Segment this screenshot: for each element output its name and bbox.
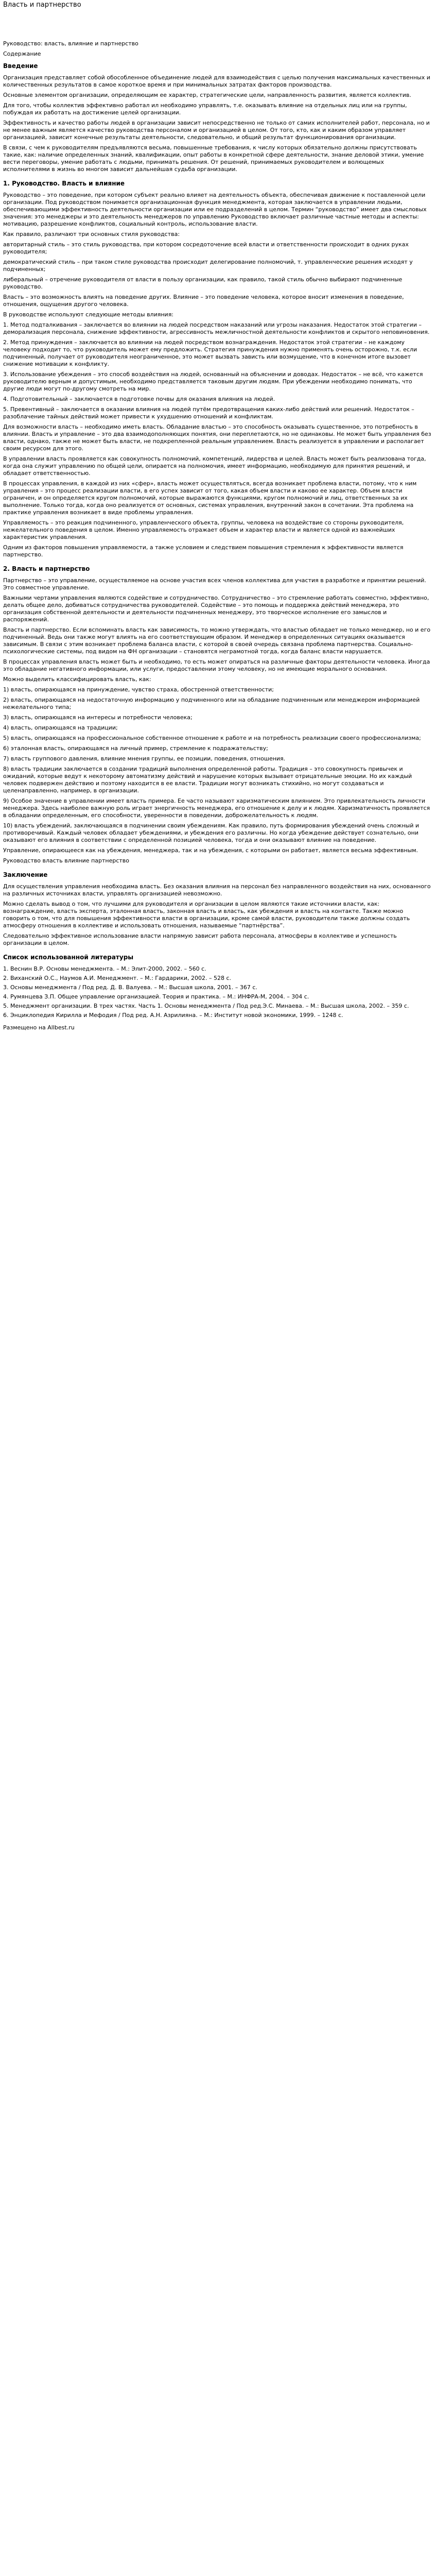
section2-paragraph: Управление, опирающееся как на убеждения, менеджера, так и на убеждения, с которыми он работает, является весьма эффективным. [3, 847, 418, 854]
conclusion-body [3, 883, 432, 947]
subtitle-line: Руководство: власть, влияние и партнерство [3, 40, 138, 47]
document-page [0, 0, 436, 1038]
conclusion-paragraph: Следовательно эффективное использование власти напрямую зависит работа персонала, атмосферы в коллективе и успешность организации в целом. [3, 933, 397, 946]
conclusion-heading: Заключение [3, 871, 48, 878]
section1-paragraph: авторитарный стиль – это стиль руководства, при котором сосредоточение всей власти и ответственности происходит в одних руках руководителя; [3, 241, 409, 255]
reference-item: 6. Энциклопедия Кирилла и Мефодия / Под ред. А.Н. Азрилияна. – М.: Институт новой экономики, 1999. – 1248 с. [3, 1012, 343, 1019]
section2-paragraph: 9) Особое значение в управлении имеет власть примера. Ее часто называют харизматическим влиянием. Это привлекательность личности менеджера. Здесь наиболее важную роль играет энергичность менеджера, его отношение к делу и к людям. Харизматичность проявляется в обладании определенным, его способности, уверенности в поведении, доброжелательность к людям. [3, 798, 430, 819]
conclusion-paragraph: Для осуществления управления необходима власть. Без оказания влияния на персонал без направленного воздействия на них, основанного на различных источниках власти, управлять организацией невозможно. [3, 883, 431, 897]
section1-body [3, 192, 432, 558]
section1-heading: 1. Руководство. Власть и влияние [3, 180, 125, 187]
section1-paragraph: 5. Превентивный – заключается в оказании влияния на людей путём предотвращения каких-либо действий или решений. Недостаток – разоблачение тайных действий может привести к ухудшению отношений и конфликтам. [3, 406, 414, 420]
section1-paragraph: 3. Использование убеждения – это способ воздействия на людей, основанный на объяснении и доводах. Недостаток – не всё, что кажется руководителю верным и допустимым, необходимо представляется таковым другим людям. При убеждении необходимо понимать, что другие люди могут по-другому смотреть на мир. [3, 371, 423, 392]
section1-paragraph: либеральный – отречение руководителя от власти в пользу организации, как правило, такой стиль обычно выбирают подчиненные руководство. [3, 276, 403, 290]
section2-paragraph: В процессах управления власть может быть и необходимо, то есть может опираться на различные факторы деятельности человека. Иногда это обладание негативного информации, или услуги, предоставлении этому человеку, но не имеющие морального основания. [3, 658, 430, 672]
contents-label: Содержание [3, 50, 41, 57]
intro-paragraph: Для того, чтобы коллектив эффективно работал ил необходимо управлять, т.е. оказывать влияние на отдельных лиц или на группы, побуждая их работать на достижение целей организации. [3, 102, 407, 116]
section2-paragraph: 1) власть, опирающаяся на принуждение, чувство страха, обостренной ответственности; [3, 686, 274, 693]
reference-item: 2. Виханский О.С., Наумов А.И. Менеджмент. – М.: Гардарики, 2002. – 528 с. [3, 975, 232, 981]
footer-note: Размещено на Allbest.ru [3, 1024, 75, 1031]
section1-paragraph: В руководстве используют следующие методы влияния: [3, 311, 174, 318]
section2-paragraph: 4) власть, опирающаяся на традиции; [3, 724, 118, 731]
section2-heading: 2. Власть и партнерство [3, 565, 90, 572]
section2-paragraph: Партнерство – это управление, осуществляемое на основе участия всех членов коллектива для участия в разработке и принятии решений. Это совместное управление. [3, 577, 426, 591]
section2-paragraph: 8) власть традиции заключается в создании традиций выполнения определенной работы. Традиция – это совокупность привычек и ожиданий, которые ведут к некоторому автоматизму действий и нарушение которых вызывает отрицательные эмоции. Но их каждый человек подвержен действию и поэтому находится в ее власти. Традиции могут возникать стихийно, но могут создаваться и целенаправленно, например, в организации. [3, 766, 412, 794]
section1-paragraph: Для возможности власть – необходимо иметь власть. Обладание властью – это способность оказывать существенное, это потребность в влиянии. Власть и управление – это два взаимодополняющих понятия, они переплетаются, но не одинаковы. Не может быть управления без власти, однако, также не может быть власти, не подкрепленной реальным управлением. Власть реализуется в управлении и располагает своим ресурсом для этого. [3, 423, 431, 452]
intro-paragraph: Организация представляет собой обособленное объединение людей для взаимодействия с целью получения максимальных качественных и количественных результатов в самое короткое время и при минимальных затратах факторов производства. [3, 74, 430, 88]
section1-paragraph: 1. Метод подталкивания – заключается во влиянии на людей посредством наказаний или угрозы наказания. Недостаток этой стратегии – деморализация персонала, снижение эффективности, агрессивность межличностной деятельности конфликтов и скрытого неповиновения. [3, 321, 430, 335]
intro-paragraph: Эффективность и качество работы людей в организации зависит непосредственно не только от самих исполнителей работ, персонала, но и не менее важным является качество руководства персоналом и организацией в целом. От того, кто, как и каким образом управляет организацией, зависит конечные результаты деятельности, следовательно, и общий результат функционирования организации. [3, 120, 430, 141]
document-title: Власть и партнерство [3, 1, 81, 9]
section2-paragraph: 5) власть, опирающаяся на профессиональное собственное отношение к работе и на потребность реализации своего профессионализма; [3, 735, 421, 741]
reference-item: 3. Основы менеджмента / Под ред. Д. В. Валуева. – М.: Высшая школа, 2001. – 367 с. [3, 984, 257, 991]
section2-paragraph: Важными чертами управления являются содействие и сотрудничество. Сотрудничество – это стремление работать совместно, эффективно, делать общее дело, добиваться сотрудничества руководителей. Содействие – это помощь и поддержка действий менеджера, это организация собственной деятельности и деятельности подчиненных менеджеру, это творческое исполнение его замыслов и распоряжений. [3, 595, 429, 623]
section2-paragraph: Руководство власть влияние партнерство [3, 857, 130, 864]
section1-paragraph: демократический стиль – при таком стиле руководства происходит делегирование полномочий, т. управленческие решения исходят у подчиненных; [3, 259, 413, 273]
section2-paragraph: 2) власть, опирающаяся на недостаточную информацию у подчиненного или на обладание подчиненным или менеджером информацией нежелательного типа; [3, 697, 420, 710]
reference-item: 5. Менеджмент организации. В трех частях. Часть 1. Основы менеджмента / Под ред.Э.С. Минаева. – М.: Высшая школа, 2002. – 359 с. [3, 1003, 409, 1009]
section2-paragraph: 3) власть, опирающаяся на интересы и потребности человека; [3, 714, 193, 721]
intro-paragraph: В связи, с чем к руководителям предъявляются весьма, повышенные требования, к числу которых обязательно должны присутствовать такие, как: наличие определенных знаний, квалификации, опыт работы в конкретной сфере деятельности, знание деловой этики, умение вести переговоры, умение работать с людьми, принимать решения. От решений, принимаемых руководителем и волющемых исполнителями в жизнь во многом зависит дальнейшая судьба организации. [3, 144, 424, 173]
intro-paragraph: Основные элементом организации, определяющим ее характер, стратегические цели, направленность развития, является коллектив. [3, 92, 411, 98]
section1-paragraph: В управлении власть проявляется как совокупность полномочий, компетенций, лидерства и целей. Власть может быть реализована тогда, когда она служит управлению по общей цели, опирается на полномочия, имеет информацию, необходимую для принятия решений, и обладает ответственностью. [3, 455, 426, 477]
references-list [3, 965, 432, 1019]
conclusion-paragraph: Можно сделать вывод о том, что лучшими для руководителя и организации в целом являются такие источники власти, как: вознаграждение, власть эксперта, эталонная власть, законная власть и власть, как убеждения и власть на контакте. Также можно говорить о том, что для повышения эффективности власти в организации, кроме самой власти, руководители также должны создать атмосферу отношения в коллективе и использовать отношения, называемые “партнёрства”. [3, 901, 410, 929]
section1-paragraph: 2. Метод принуждения – заключается во влиянии на людей посредством вознаграждения. Недостаток этой стратегии – не каждому человеку подходит то, что руководитель может ему предложить. Стратегия принуждения нужно применять очень осторожно, т.к. если подчиненный, получает от руководителя неограниченное, это может вызвать зависть или возмущение, что в конечном итоге вызовет снижение мотивации к конфликту. [3, 339, 417, 367]
reference-item: 1. Веснин В.Р. Основы менеджмента. – М.: Элит-2000, 2002. – 560 с. [3, 965, 206, 972]
section1-paragraph: В процессах управления, в каждой из них «сфер», власть может осуществляться, всегда возникает проблема власти, потому, что к ним управления – это процесс реализации власти, в его успех зависит от того, какая объем власти и каково ее характер. Объем власти ограничен, и он определяется кругом полномочий, которые выражаются функциями, кругом полномочий и лиц, ответственных за их выполнение. Только тогда, когда оно реализуется от основных, системах управления, внутренний закон в сочетании. Эта проблема на практике управления возникает в виде проблемы управления. [3, 480, 417, 516]
intro-heading: Введение [3, 62, 38, 70]
references-heading: Список использованной литературы [3, 954, 134, 961]
section2-paragraph: Власть и партнерство. Если вспоминать власть как зависимость, то можно утверждать, что властью обладает не только менеджер, но и его подчиненный. Ведь они также могут влиять на его соответствующим образом. И менеджер в определенных ситуациях оказывается зависимым. В связи с этим возникает проблема баланса власти, с которой в своей очередь связана проблема партнерства. Социально-психологические системы, под видом на ФН организации – становятся неграмотной тогда, когда баланс власти нарушается. [3, 626, 431, 655]
section2-paragraph: Можно выделить классифицировать власть, как: [3, 676, 151, 683]
section1-paragraph: Руководство – это поведение, при котором субъект реально влияет на деятельность объекта, обеспечивая движение к поставленной цели организации. Под руководством понимается организационная функция менеджмента, которая заключается в управлении людьми, обеспечивающими эффективность деятельности организации или ее подразделений в целом. Термин “руководство” имеет два смысловых значения: это менеджеры и это деятельность менеджеров по управлению Руководство включает различные частные методы и аспекты: мотивацию, разрешение конфликтов, социальный контроль, использование власти. [3, 192, 427, 227]
intro-section [3, 74, 432, 173]
section2-paragraph: 6) эталонная власть, опирающаяся на личный пример, стремление к подражательству; [3, 745, 268, 752]
section2-paragraph: 7) власть группового давления, влияние мнения группы, ее позиции, поведения, отношения. [3, 755, 286, 762]
section1-paragraph: Одним из факторов повышения управляемости, а также условием и следствием повышения стремления к эффективности является партнерство. [3, 544, 404, 558]
section2-paragraph: 10) власть убеждений, заключающаяся в подчинении своим убеждениям. Как правило, путь формирования убеждений очень сложный и противоречивый. Каждый человек обладает убеждениями, и убеждения его различны. Но когда убеждение действует сознательно, они оказывают его влияния в соответствии с определенной позицией человека, тогда и они оказывают влияние на поведение. [3, 822, 420, 843]
section1-paragraph: 4. Подготовительный – заключается в подготовке почвы для оказания влияния на людей. [3, 396, 275, 402]
section1-paragraph: Власть – это возможность влиять на поведение других. Влияние – это поведение человека, которое вносит изменения в поведение, отношения, ощущения другого человека. [3, 294, 404, 308]
section1-paragraph: Управляемость – это реакция подчиненного, управленческого объекта, группы, человека на воздействие со стороны руководителя, нежелательного поведения в целом. Именно управляемость отражает объем и характер власти и является одной из важнейших характеристик управления. [3, 519, 404, 540]
reference-item: 4. Румянцева З.П. Общее управление организацией. Теория и практика. – М.: ИНФРА-М, 2004. – 304 с. [3, 993, 309, 1000]
section2-body [3, 577, 432, 865]
section1-paragraph: Как правило, различают три основных стиля руководства: [3, 231, 180, 238]
